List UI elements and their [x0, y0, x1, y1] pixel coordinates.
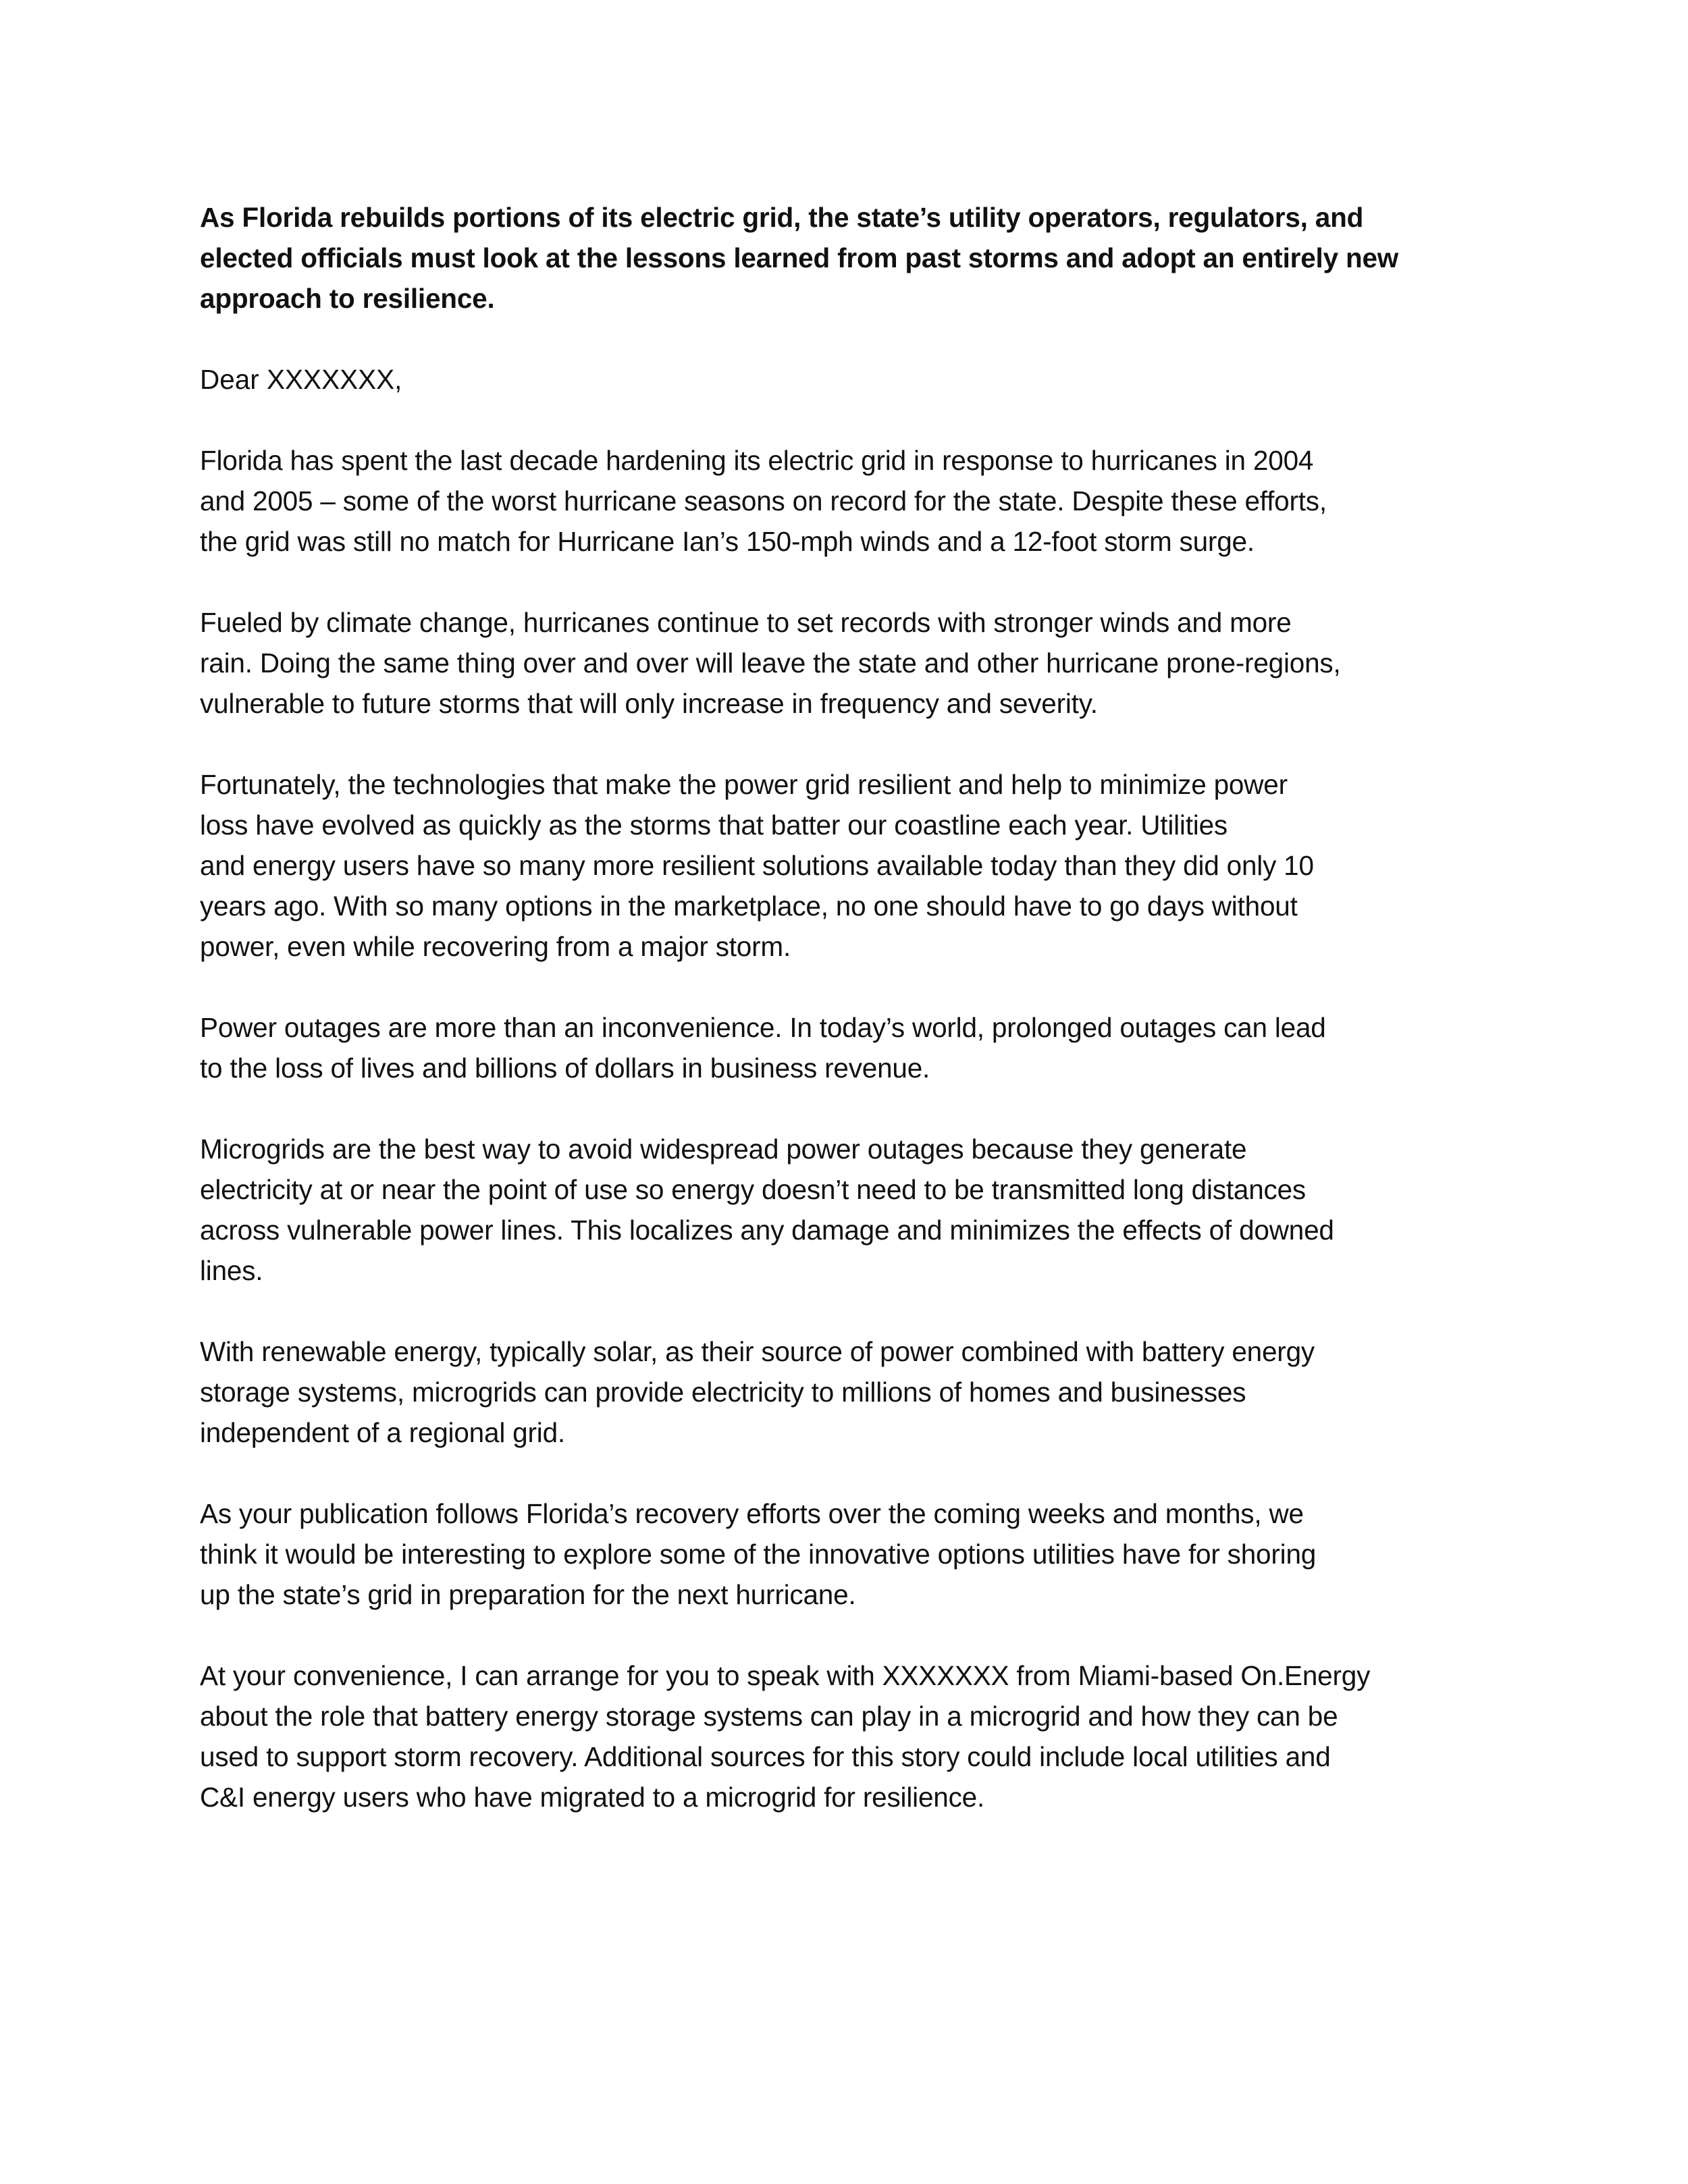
paragraph-line: loss have evolved as quickly as the storms that batter our coastline each year. Utilities [200, 809, 1228, 841]
paragraph-line: about the role that battery energy storage systems can play in a microgrid and how they can be [200, 1701, 1338, 1732]
paragraph-line: Power outages are more than an inconvenience. In today’s world, prolonged outages can lead [200, 1012, 1326, 1043]
paragraph-line: think it would be interesting to explore some of the innovative options utilities have for shoring [200, 1539, 1317, 1570]
paragraph-grid-hardening [200, 440, 1496, 562]
paragraph-line: At your convenience, I can arrange for you to speak with XXXXXXX from Miami-based On.Energy [200, 1660, 1371, 1691]
paragraph-line: storage systems, microgrids can provide electricity to millions of homes and businesses [200, 1377, 1246, 1408]
salutation: Dear XXXXXXX, [200, 364, 402, 395]
paragraph-line: used to support storm recovery. Additional sources for this story could include local utilities and [200, 1741, 1331, 1772]
paragraph-renewable-energy [200, 1331, 1496, 1453]
paragraph-line: independent of a regional grid. [200, 1417, 565, 1448]
paragraph-line: up the state’s grid in preparation for the next hurricane. [200, 1579, 856, 1610]
paragraph-line: and energy users have so many more resilient solutions available today than they did only 10 [200, 850, 1314, 881]
paragraph-technologies [200, 764, 1496, 967]
paragraph-line: Fueled by climate change, hurricanes continue to set records with stronger winds and more [200, 607, 1292, 638]
paragraph-climate-change [200, 602, 1496, 724]
headline-line: approach to resilience. [200, 283, 495, 314]
paragraph-line: Microgrids are the best way to avoid widespread power outages because they generate [200, 1134, 1247, 1165]
paragraph-convenience [200, 1655, 1496, 1817]
letter-page [200, 197, 1496, 1858]
paragraph-line: C&I energy users who have migrated to a microgrid for resilience. [200, 1782, 985, 1813]
paragraph-line: to the loss of lives and billions of dollars in business revenue. [200, 1053, 930, 1084]
paragraph-line: years ago. With so many options in the marketplace, no one should have to go days without [200, 890, 1298, 922]
paragraph-line: vulnerable to future storms that will only increase in frequency and severity. [200, 688, 1098, 719]
paragraph-line: across vulnerable power lines. This localizes any damage and minimizes the effects of downed [200, 1215, 1334, 1246]
paragraph-line: With renewable energy, typically solar, as their source of power combined with battery energy [200, 1336, 1315, 1367]
paragraph-microgrids [200, 1129, 1496, 1291]
paragraph-line: the grid was still no match for Hurricane Ian’s 150-mph winds and a 12-foot storm surge. [200, 526, 1255, 557]
paragraph-line: electricity at or near the point of use so energy doesn’t need to be transmitted long distances [200, 1174, 1306, 1205]
letter-headline [200, 197, 1496, 319]
paragraph-line: lines. [200, 1255, 263, 1286]
paragraph-line: and 2005 – some of the worst hurricane seasons on record for the state. Despite these efforts, [200, 485, 1327, 516]
paragraph-line: Fortunately, the technologies that make the power grid resilient and help to minimize power [200, 769, 1288, 800]
paragraph-line: power, even while recovering from a major storm. [200, 931, 791, 962]
paragraph-publication [200, 1493, 1496, 1615]
paragraph-line: Florida has spent the last decade hardening its electric grid in response to hurricanes in 2004 [200, 445, 1314, 476]
paragraph-line: rain. Doing the same thing over and over will leave the state and other hurricane prone-regions, [200, 647, 1341, 678]
headline-line: As Florida rebuilds portions of its electric grid, the state’s utility operators, regulators, and [200, 202, 1364, 233]
paragraph-line: As your publication follows Florida’s recovery efforts over the coming weeks and months, we [200, 1498, 1304, 1529]
paragraph-power-outages [200, 1007, 1496, 1088]
headline-line: elected officials must look at the lessons learned from past storms and adopt an entirely new [200, 242, 1399, 273]
